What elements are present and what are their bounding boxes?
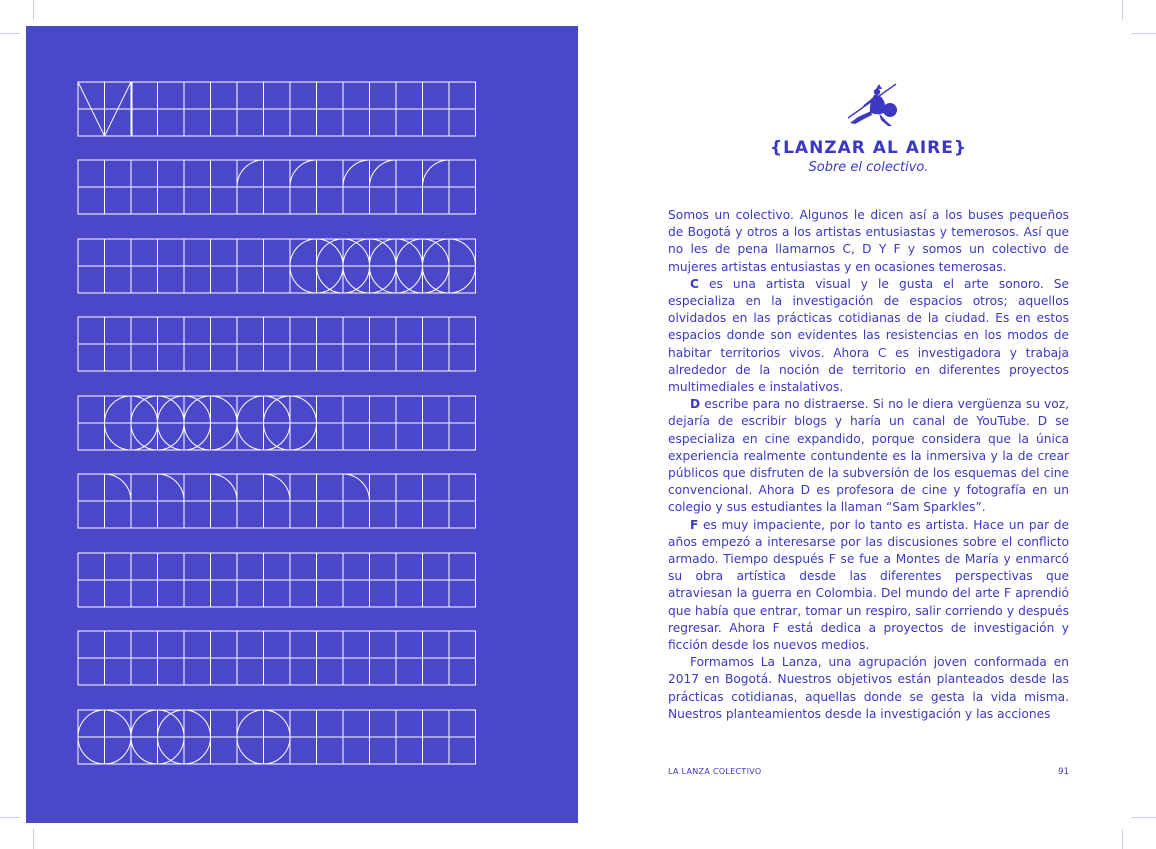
crop-mark [0, 817, 20, 818]
paragraph: D escribe para no distraerse. Si no le diera vergüenza su voz, dejaría de escribir blogs y haría un canal de YouTube. D se especializa en cine expandido, porque considera que la única experiencia realmente contundente es la inmersiva y la de crear públicos que disfruten de la subversión de los esquemas del cine convencional. Ahora D es profesora de cine y fotografía en un colegio y sus estudiantes la llaman “Sam Sparkles”. [668, 397, 1069, 515]
letter-grid-illustration [26, 26, 578, 823]
paragraph: F es muy impaciente, por lo tanto es artista. Hace un par de años empezó a interesarse por las discusiones sobre el conflicto armado. Tiempo después F se fue a Montes de María y enmarcó su obra artística desde las diferentes perspectivas que atraviesan la guerra en Colombia. Del mundo del arte F aprendió que había que entrar, tomar un respiro, salir corriendo y después regresar. Ahora F está dedica a proyectos de investigación y ficción desde los nuevos medios. [668, 517, 1069, 653]
crop-mark [33, 829, 34, 849]
crop-mark [33, 0, 34, 20]
section-heading: {LANZAR AL AIRE} [769, 138, 967, 158]
type-specimen-panel [26, 26, 578, 823]
body-text [668, 207, 1069, 723]
paragraph-lead: F [690, 517, 699, 532]
section-subheading: Sobre el colectivo. [808, 160, 929, 175]
paragraph: Formamos La Lanza, una agrupación joven conformada en 2017 en Bogotá. Nuestros objetivos están planteados desde las prácticas cotidianas, aquellas donde se gesta la vida misma. Nuestros planteamientos desde la investigación y las acciones [668, 655, 1069, 721]
crop-mark [0, 33, 20, 34]
paragraph: Somos un colectivo. Algunos le dicen así a los buses pequeños de Bogotá y otros a los artistas entusiastas y temerosos. Así que no les de pena llamarnos C, D Y F y somos un colectivo de mujeres artistas entusiastas y en ocasiones temerosas. [668, 208, 1069, 274]
page-number: 91 [1058, 767, 1069, 777]
crop-mark [1131, 817, 1156, 818]
paragraph-lead: C [690, 276, 699, 291]
spear-thrower-icon [846, 80, 898, 128]
crop-mark [1122, 829, 1123, 849]
paragraph: C es una artista visual y le gusta el arte sonoro. Se especializa en la investigación de espacios otros; aquellos olvidados en las prácticas cotidianas de la ciudad. Es en estos espacios donde son evidentes las resistencias en los modos de habitar territorios vivos. Ahora C es investigadora y trabaja alrededor de la noción de territorio en diferentes proyectos multimediales e instalativos. [668, 276, 1069, 395]
paragraph-lead: D [690, 397, 701, 412]
running-footer: LA LANZA COLECTIVO [668, 767, 762, 776]
crop-mark [1131, 33, 1156, 34]
crop-mark [1122, 0, 1123, 20]
